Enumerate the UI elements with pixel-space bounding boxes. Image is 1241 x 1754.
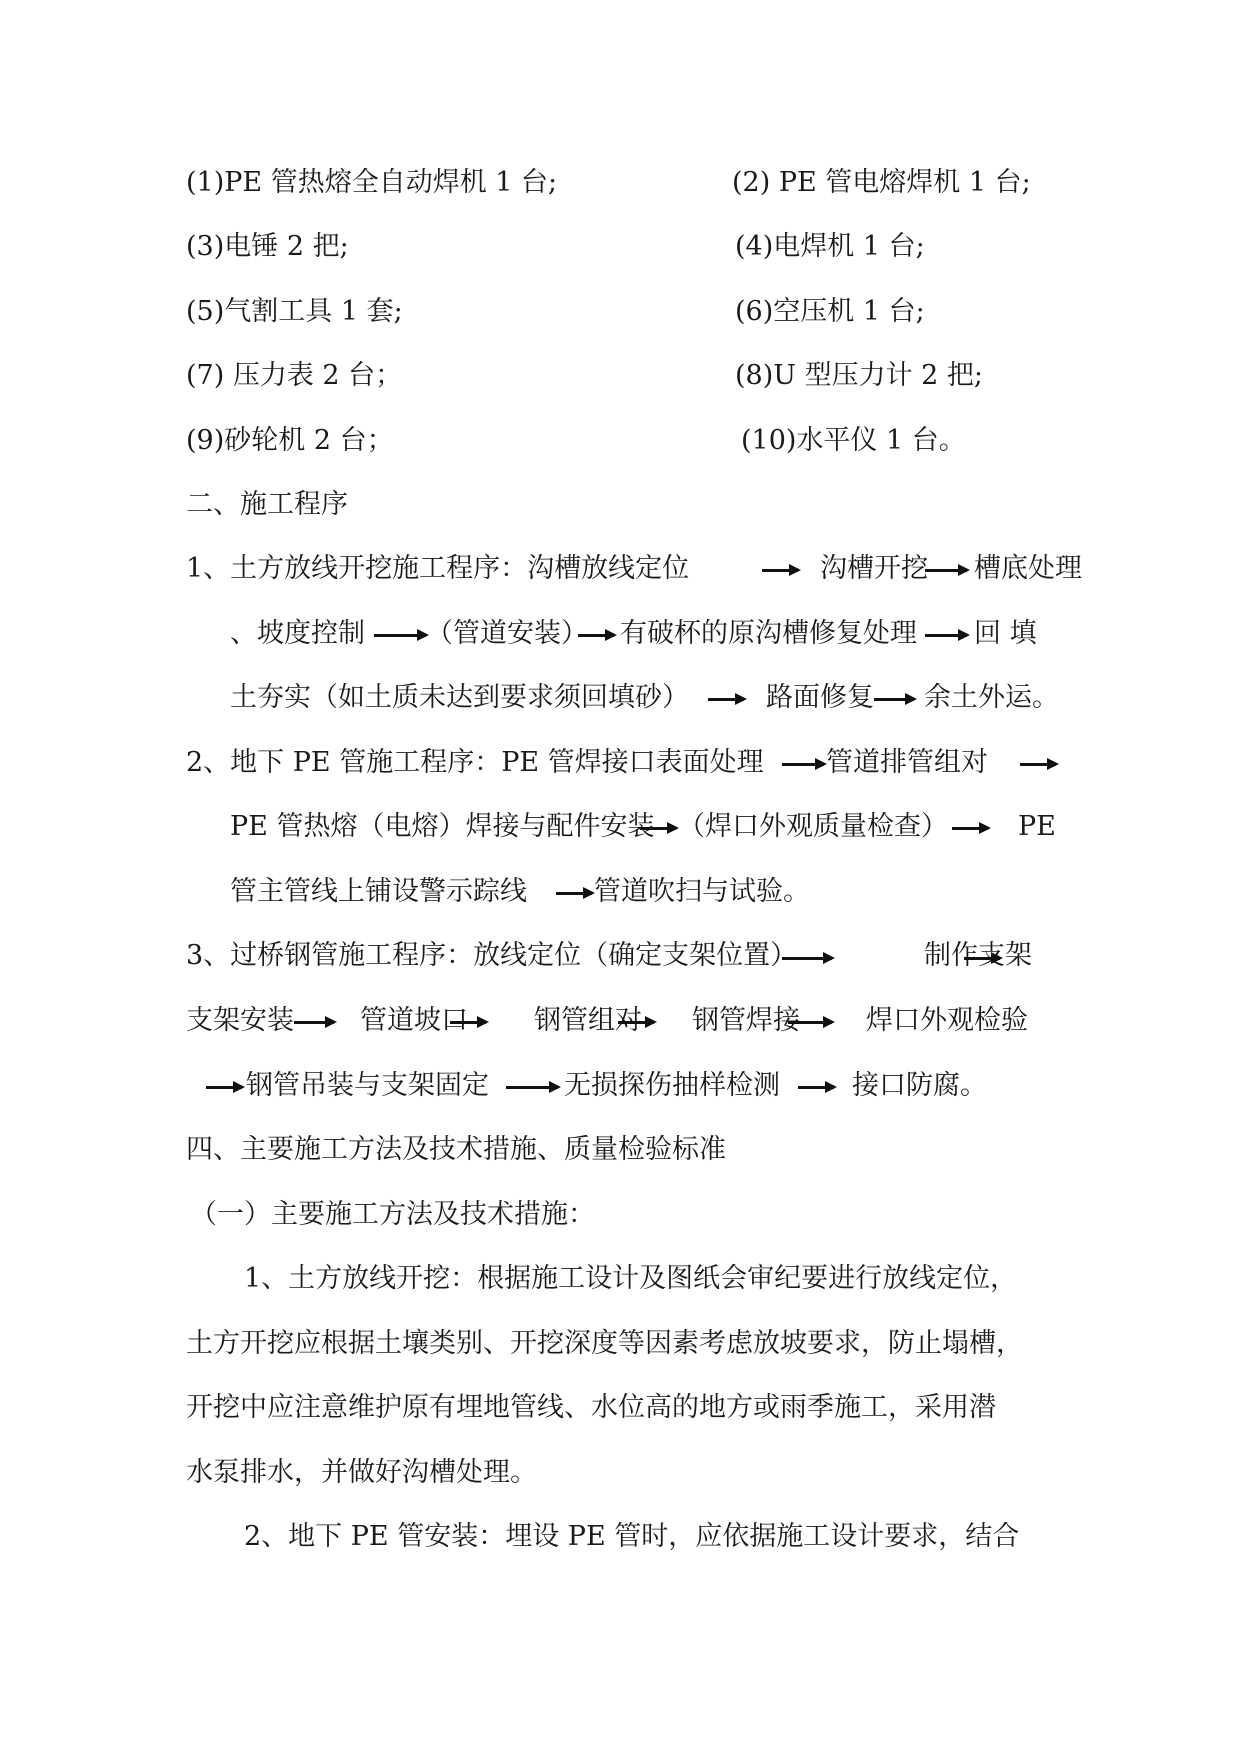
paragraph-line: 水泵排水，并做好沟槽处理。 bbox=[186, 1457, 537, 1488]
process-step: 有破杯的原沟槽修复处理 bbox=[620, 618, 917, 649]
equipment-item: (1)PE 管热熔全自动焊机 1 台; bbox=[186, 167, 558, 198]
arrow-right-icon bbox=[964, 957, 1000, 960]
paragraph-line: 2、地下 PE 管安装：埋设 PE 管时，应依据施工设计要求，结合 bbox=[244, 1521, 1020, 1552]
process-step: 管道吹扫与试验。 bbox=[594, 876, 810, 907]
process-step: PE bbox=[1018, 811, 1056, 842]
process-step: 钢管焊接 bbox=[692, 1005, 800, 1036]
arrow-right-icon bbox=[952, 827, 988, 830]
arrow-right-icon bbox=[1020, 763, 1056, 766]
process-step: 2、地下 PE 管施工程序：PE 管焊接口表面处理 bbox=[186, 747, 764, 778]
arrow-right-icon bbox=[874, 698, 914, 701]
process-step: 1、土方放线开挖施工程序：沟槽放线定位 bbox=[186, 553, 690, 584]
process-step: （管道安装） bbox=[426, 618, 588, 649]
process-step: 土夯实（如土质未达到要求须回填砂） bbox=[230, 682, 689, 713]
process-step: 焊口外观检验 bbox=[866, 1005, 1028, 1036]
equipment-item: (5)气割工具 1 套; bbox=[186, 296, 403, 327]
process-step: 接口防腐。 bbox=[852, 1070, 987, 1101]
equipment-item: (4)电焊机 1 台; bbox=[735, 231, 925, 262]
arrow-right-icon bbox=[618, 1021, 654, 1024]
paragraph-line: 1、土方放线开挖：根据施工设计及图纸会审纪要进行放线定位， bbox=[244, 1263, 1018, 1294]
arrow-right-icon bbox=[708, 698, 744, 701]
process-step: 支架安装 bbox=[186, 1005, 294, 1036]
process-step: 钢管吊装与支架固定 bbox=[246, 1070, 489, 1101]
equipment-item: (10)水平仪 1 台。 bbox=[741, 425, 966, 456]
equipment-item: (3)电锤 2 把; bbox=[186, 231, 349, 262]
equipment-item: (9)砂轮机 2 台； bbox=[186, 425, 394, 456]
process-step: PE 管热熔（电熔）焊接与配件安装 bbox=[230, 811, 655, 842]
process-step: 无损探伤抽样检测 bbox=[564, 1070, 780, 1101]
equipment-item: (2) PE 管电熔焊机 1 台; bbox=[732, 167, 1031, 198]
arrow-right-icon bbox=[206, 1086, 242, 1089]
arrow-right-icon bbox=[782, 957, 832, 960]
arrow-right-icon bbox=[294, 1021, 334, 1024]
arrow-right-icon bbox=[450, 1021, 486, 1024]
arrow-right-icon bbox=[925, 634, 967, 637]
process-step: （焊口外观质量检查） bbox=[678, 811, 948, 842]
process-step: 制作支架 bbox=[924, 940, 1032, 971]
arrow-right-icon bbox=[640, 827, 676, 830]
arrow-right-icon bbox=[556, 892, 592, 895]
process-step: 余土外运。 bbox=[924, 682, 1059, 713]
paragraph-line: 开挖中应注意维护原有埋地管线、水位高的地方或雨季施工，采用潜 bbox=[186, 1392, 996, 1423]
arrow-right-icon bbox=[798, 1086, 834, 1089]
arrow-right-icon bbox=[788, 1021, 832, 1024]
arrow-right-icon bbox=[578, 634, 614, 637]
equipment-item: (8)U 型压力计 2 把; bbox=[735, 360, 984, 391]
process-step: 3、过桥钢管施工程序：放线定位（确定支架位置） bbox=[186, 940, 798, 971]
process-step: 回 填 bbox=[974, 618, 1037, 649]
process-step: 管主管线上铺设警示踪线 bbox=[230, 876, 527, 907]
equipment-item: (6)空压机 1 台; bbox=[735, 296, 925, 327]
process-step: 路面修复 bbox=[766, 682, 874, 713]
arrow-right-icon bbox=[782, 763, 824, 766]
arrow-right-icon bbox=[762, 569, 798, 572]
equipment-item: (7) 压力表 2 台； bbox=[186, 360, 403, 391]
process-step: 、坡度控制 bbox=[230, 618, 365, 649]
subsection-heading: （一）主要施工方法及技术措施： bbox=[190, 1199, 595, 1230]
arrow-right-icon bbox=[374, 634, 426, 637]
process-step: 管道排管组对 bbox=[826, 747, 988, 778]
process-step: 槽底处理 bbox=[974, 553, 1082, 584]
arrow-right-icon bbox=[925, 569, 967, 572]
process-step: 钢管组对 bbox=[534, 1005, 642, 1036]
section-heading: 四、主要施工方法及技术措施、质量检验标准 bbox=[186, 1134, 726, 1165]
paragraph-line: 土方开挖应根据土壤类别、开挖深度等因素考虑放坡要求，防止塌槽， bbox=[186, 1328, 1023, 1359]
section-heading: 二、施工程序 bbox=[186, 489, 348, 520]
arrow-right-icon bbox=[506, 1086, 558, 1089]
process-step: 管道坡口 bbox=[360, 1005, 468, 1036]
process-step: 沟槽开挖 bbox=[820, 553, 928, 584]
